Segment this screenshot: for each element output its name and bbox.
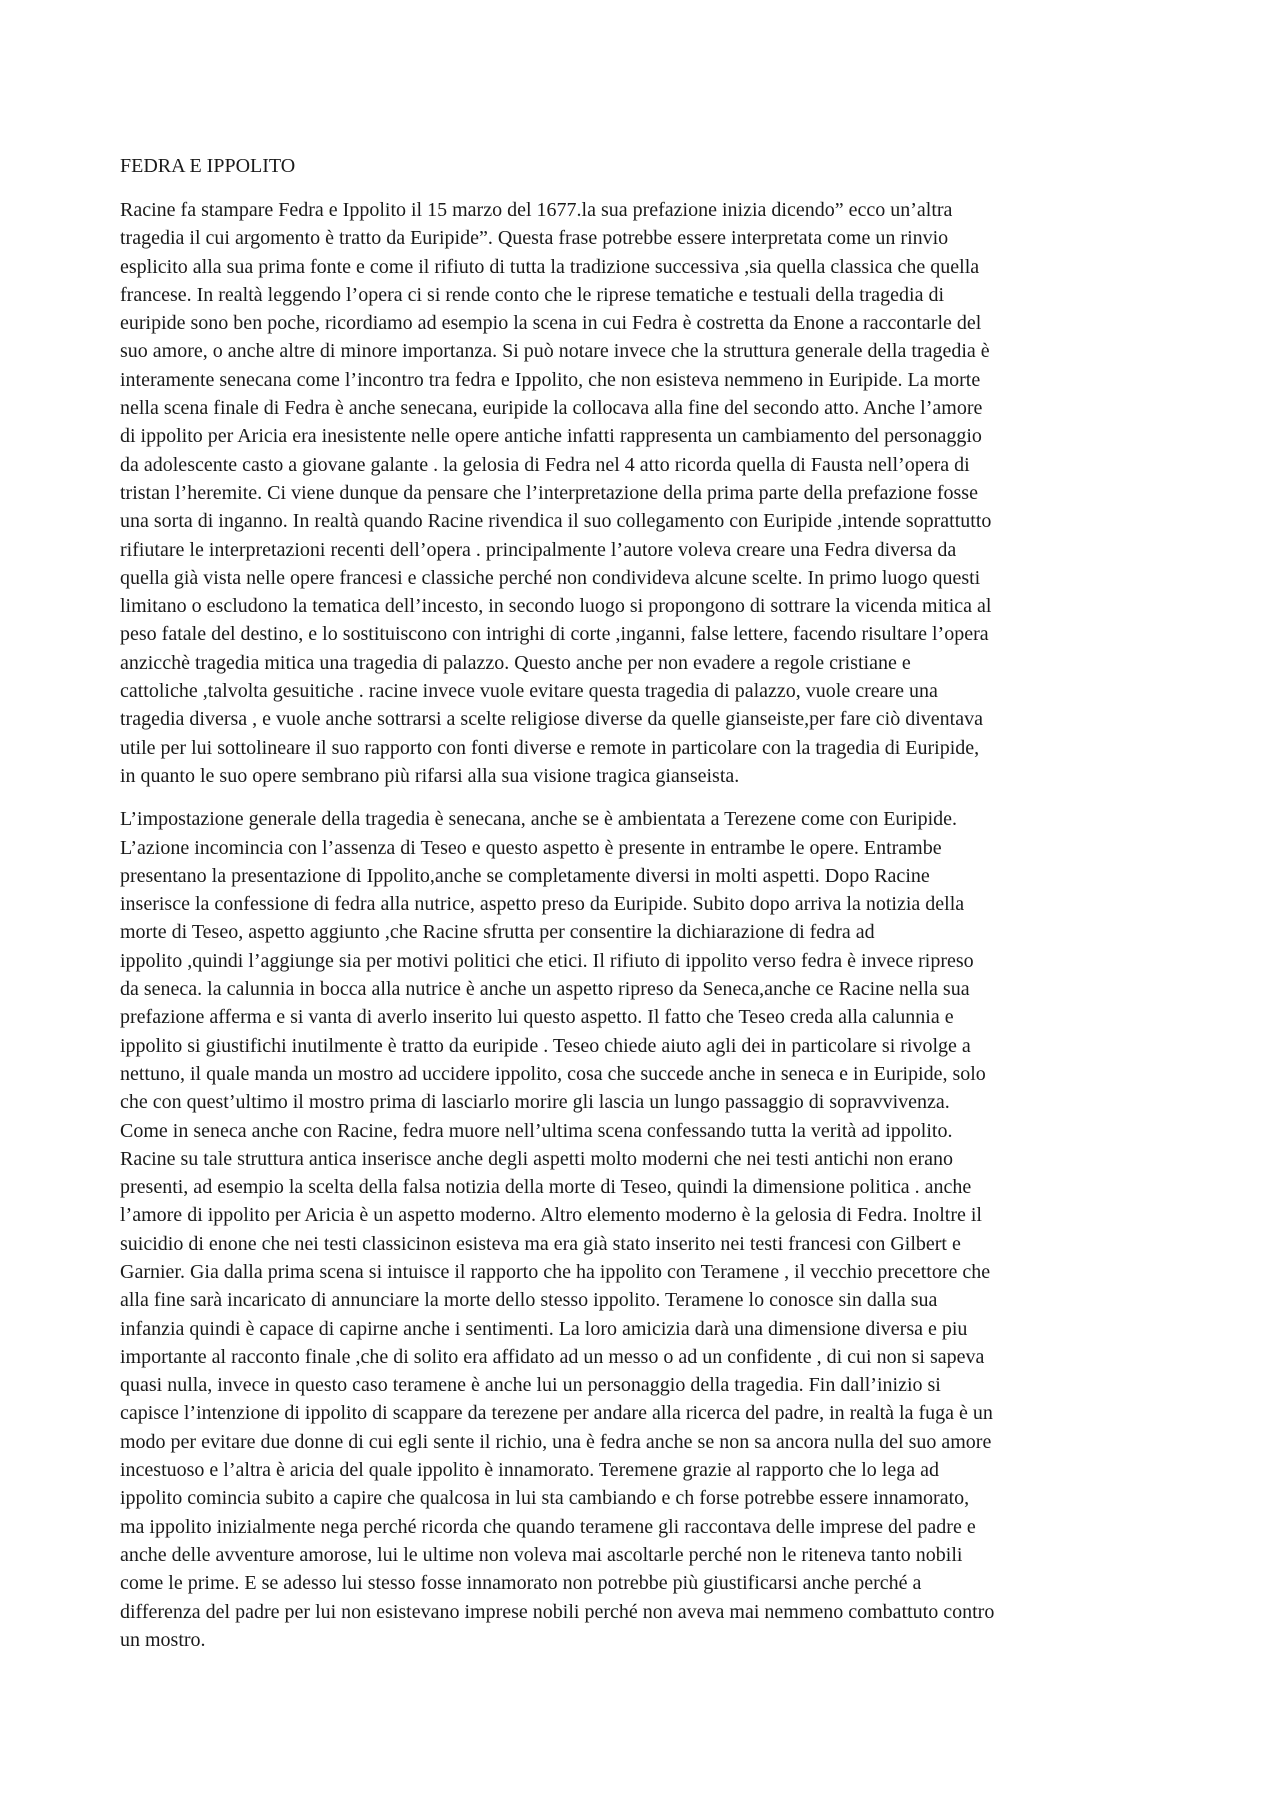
text-line: capisce l’intenzione di ippolito di scappare da terezene per andare alla ricerca del padre, in realtà la fuga è un — [120, 1402, 993, 1425]
text-line: infanzia quindi è capace di capirne anche i sentimenti. La loro amicizia darà una dimensione diversa e piu — [120, 1317, 968, 1340]
text-line: che con quest’ultimo il mostro prima di lasciarlo morire gli lascia un lungo passaggio di sopravvivenza. — [120, 1091, 950, 1114]
text-line: peso fatale del destino, e lo sostituiscono con intrighi di corte ,inganni, false lettere, facendo risultare l’opera — [120, 623, 989, 646]
text-line: Garnier. Gia dalla prima scena si intuisce il rapporto che ha ippolito con Teramene , il vecchio precettore che — [120, 1260, 991, 1283]
text-line: l’amore di ippolito per Aricia è un aspetto moderno. Altro elemento moderno è la gelosia di Fedra. Inoltre il — [120, 1204, 982, 1227]
text-line: Come in seneca anche con Racine, fedra muore nell’ultima scena confessando tutta la verità ad ippolito. — [120, 1119, 953, 1142]
text-line: in quanto le suo opere sembrano più rifarsi alla sua visione tragica gianseista. — [120, 764, 740, 787]
paragraphs-container — [120, 196, 1168, 1654]
text-line: tristan l’heremite. Ci viene dunque da pensare che l’interpretazione della prima parte della prefazione fosse — [120, 481, 978, 504]
text-line: quasi nulla, invece in questo caso teramene è anche lui un personaggio della tragedia. Fin dall’inizio si — [120, 1374, 941, 1397]
paragraph-1 — [120, 196, 1168, 790]
paragraph-2 — [120, 805, 1168, 1654]
text-line: presenti, ad esempio la scelta della falsa notizia della morte di Teseo, quindi la dimensione politica . anche — [120, 1176, 972, 1199]
text-line: ippolito ,quindi l’aggiunge sia per motivi politici che etici. Il rifiuto di ippolito verso fedra è invece ripreso — [120, 949, 974, 972]
text-line: modo per evitare due donne di cui egli sente il richio, una è fedra anche se non sa ancora nulla del suo amore — [120, 1430, 992, 1453]
text-line: da adolescente casto a giovane galante . la gelosia di Fedra nel 4 atto ricorda quella di Fausta nell’opera di — [120, 453, 970, 476]
text-line: euripide sono ben poche, ricordiamo ad esempio la scena in cui Fedra è costretta da Enone a raccontarle del — [120, 312, 982, 335]
text-line: suicidio di enone che nei testi classicinon esisteva ma era già stato inserito nei testi francesi con Gilbert e — [120, 1232, 961, 1255]
text-line: incestuoso e l’altra è aricia del quale ippolito è innamorato. Teremene grazie al rapporto che lo lega ad — [120, 1459, 939, 1482]
text-line: importante al racconto finale ,che di solito era affidato ad un messo o ad un confidente , di cui non si sapeva — [120, 1345, 985, 1368]
text-line: anche delle avventure amorose, lui le ultime non voleva mai ascoltarle perché non le riteneva tanto nobili — [120, 1543, 963, 1566]
text-line: cattoliche ,talvolta gesuitiche . racine invece vuole evitare questa tragedia di palazzo, vuole creare una — [120, 680, 938, 703]
text-line: ippolito comincia subito a capire che qualcosa in lui sta cambiando e ch forse potrebbe essere innamorato, — [120, 1487, 970, 1510]
text-line: ma ippolito inizialmente nega perché ricorda che quando teramene gli raccontava delle imprese del padre e — [120, 1515, 976, 1538]
text-line: limitano o escludono la tematica dell’incesto, in secondo luogo si propongono di sottrare la vicenda mitica al — [120, 595, 992, 618]
text-line: L’impostazione generale della tragedia è senecana, anche se è ambientata a Terezene come con Euripide. — [120, 808, 958, 831]
text-line: suo amore, o anche altre di minore importanza. Si può notare invece che la struttura generale della tragedia è — [120, 340, 990, 363]
text-line: prefazione afferma e si vanta di averlo inserito lui questo aspetto. Il fatto che Teseo creda alla calunnia e — [120, 1006, 954, 1029]
text-line: interamente senecana come l’incontro tra fedra e Ippolito, che non esisteva nemmeno in Euripide. La morte — [120, 368, 981, 391]
text-line: di ippolito per Aricia era inesistente nelle opere antiche infatti rappresenta un cambiamento del personaggio — [120, 425, 982, 448]
text-line: alla fine sarà incaricato di annunciare la morte dello stesso ippolito. Teramene lo conosce sin dalla sua — [120, 1289, 938, 1312]
text-line: differenza del padre per lui non esistevano imprese nobili perché non aveva mai nemmeno combattuto contro — [120, 1600, 995, 1623]
text-line: quella già vista nelle opere francesi e classiche perché non condivideva alcune scelte. In primo luogo questi — [120, 566, 981, 589]
text-line: tragedia il cui argomento è tratto da Euripide”. Questa frase potrebbe essere interpretata come un rinvio — [120, 227, 949, 250]
text-line: Racine su tale struttura antica inserisce anche degli aspetti molto moderni che nei testi antichi non erano — [120, 1147, 954, 1170]
document-body — [120, 152, 1168, 1669]
text-line: utile per lui sottolineare il suo rapporto con fonti diverse e remote in particolare con la tragedia di Euripide, — [120, 736, 980, 759]
text-line: Racine fa stampare Fedra e Ippolito il 15 marzo del 1677.la sua prefazione inizia dicendo” ecco un’altra — [120, 199, 953, 221]
text-line: esplicito alla sua prima fonte e come il rifiuto di tutta la tradizione successiva ,sia quella classica che quella — [120, 255, 980, 278]
text-line: una sorta di inganno. In realtà quando Racine rivendica il suo collegamento con Euripide ,intende soprattutto — [120, 510, 992, 533]
document-title: FEDRA E IPPOLITO — [120, 155, 296, 177]
text-line: inserisce la confessione di fedra alla nutrice, aspetto preso da Euripide. Subito dopo arriva la notizia della — [120, 893, 965, 916]
text-line: anzicchè tragedia mitica una tragedia di palazzo. Questo anche per non evadere a regole cristiane e — [120, 651, 911, 674]
text-line: da seneca. la calunnia in bocca alla nutrice è anche un aspetto ripreso da Seneca,anche ce Racine nella sua — [120, 978, 970, 1001]
text-line: presentano la presentazione di Ippolito,anche se completamente diversi in molti aspetti. Dopo Racine — [120, 864, 930, 887]
text-line: nettuno, il quale manda un mostro ad uccidere ippolito, cosa che succede anche in seneca e in Euripide, solo — [120, 1062, 986, 1085]
text-line: L’azione incomincia con l’assenza di Teseo e questo aspetto è presente in entrambe le opere. Entrambe — [120, 836, 942, 859]
text-line: un mostro. — [120, 1628, 206, 1651]
text-line: morte di Teseo, aspetto aggiunto ,che Racine sfrutta per consentire la dichiarazione di fedra ad — [120, 921, 875, 944]
text-line: nella scena finale di Fedra è anche senecana, euripide la collocava alla fine del secondo atto. Anche l’amore — [120, 397, 983, 420]
text-line: francese. In realtà leggendo l’opera ci si rende conto che le riprese tematiche e testuali della tragedia di — [120, 283, 945, 306]
text-line: come le prime. E se adesso lui stesso fosse innamorato non potrebbe più giustificarsi anche perché a — [120, 1572, 922, 1595]
text-line: rifiutare le interpretazioni recenti dell’opera . principalmente l’autore voleva creare una Fedra diversa da — [120, 538, 957, 561]
text-line: ippolito si giustifichi inutilmente è tratto da euripide . Teseo chiede aiuto agli dei in particolare si rivolge a — [120, 1034, 971, 1057]
text-line: tragedia diversa , e vuole anche sottrarsi a scelte religiose diverse da quelle gianseiste,per fare ciò diventava — [120, 708, 983, 731]
